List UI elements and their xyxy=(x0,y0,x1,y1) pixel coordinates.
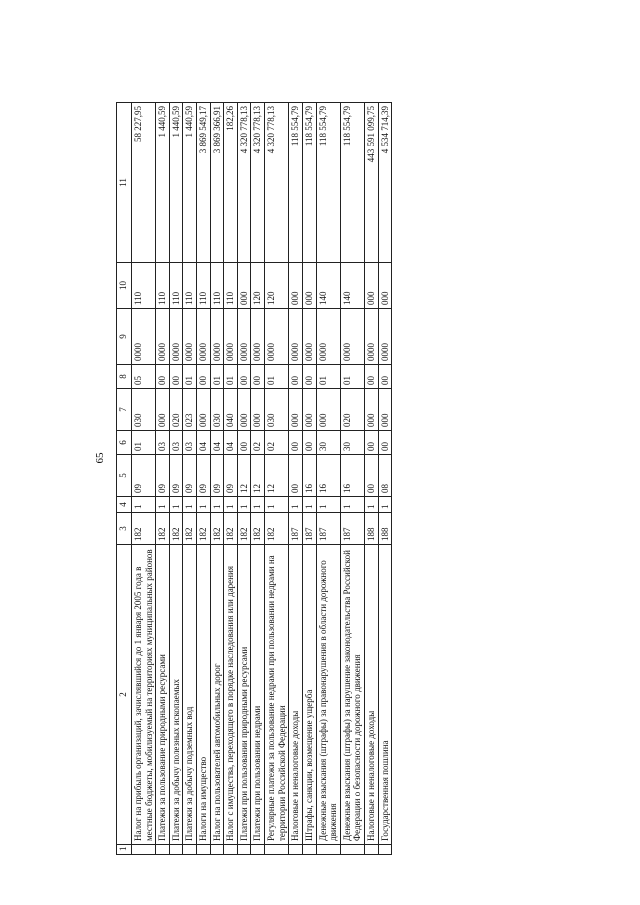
row-code-cell: 01 xyxy=(183,365,197,389)
row-code-cell: 09 xyxy=(156,455,170,497)
row-code-cell: 00 xyxy=(378,431,392,455)
row-code-cell: 110 xyxy=(210,263,224,309)
row-amount: 4 534 714,39 xyxy=(378,103,392,263)
table-row xyxy=(364,103,378,855)
row-amount: 4 320 778,13 xyxy=(237,103,251,263)
rotated-table-container xyxy=(116,103,392,855)
row-code-cell: 000 xyxy=(237,389,251,431)
row-label: Денежные взыскания (штрафы) за правонарушения в области дорожного движения xyxy=(316,545,340,845)
row-code-cell: 04 xyxy=(197,431,211,455)
row-code-cell: 09 xyxy=(224,455,238,497)
row-code-cell: 1 xyxy=(169,497,183,513)
row-code-cell: 0000 xyxy=(340,309,364,365)
table-header-row xyxy=(117,103,132,855)
row-code-cell: 0000 xyxy=(237,309,251,365)
row-code-cell: 0000 xyxy=(169,309,183,365)
row-code-cell: 02 xyxy=(251,431,265,455)
row-code-cell: 182 xyxy=(251,513,265,545)
row-code-cell: 0000 xyxy=(224,309,238,365)
row-code-cell: 182 xyxy=(197,513,211,545)
row-code-cell: 000 xyxy=(378,389,392,431)
row-code-cell xyxy=(364,845,378,855)
table-row xyxy=(265,103,289,855)
row-code-cell: 000 xyxy=(302,389,316,431)
row-code-cell: 1 xyxy=(156,497,170,513)
row-code-cell: 1 xyxy=(132,497,156,513)
row-label: Налоги на имущество xyxy=(197,545,211,845)
row-code-cell: 000 xyxy=(316,389,340,431)
row-code-cell: 03 xyxy=(169,431,183,455)
column-header: 1 xyxy=(117,845,132,855)
row-code-cell: 030 xyxy=(265,389,289,431)
row-code-cell: 182 xyxy=(237,513,251,545)
row-code-cell: 00 xyxy=(364,455,378,497)
row-code-cell: 110 xyxy=(169,263,183,309)
row-code-cell: 0000 xyxy=(251,309,265,365)
row-code-cell: 182 xyxy=(210,513,224,545)
table-row xyxy=(183,103,197,855)
row-amount: 118 554,79 xyxy=(340,103,364,263)
row-code-cell: 1 xyxy=(364,497,378,513)
row-code-cell xyxy=(156,845,170,855)
row-amount: 4 320 778,13 xyxy=(265,103,289,263)
row-label: Налоговые и неналоговые доходы xyxy=(289,545,303,845)
row-amount: 58 227,95 xyxy=(132,103,156,263)
row-code-cell xyxy=(265,845,289,855)
row-code-cell: 187 xyxy=(289,513,303,545)
row-code-cell: 08 xyxy=(378,455,392,497)
row-label: Налог с имущества, переходящего в порядке наследования или дарения xyxy=(224,545,238,845)
row-code-cell xyxy=(210,845,224,855)
row-code-cell: 182 xyxy=(224,513,238,545)
table-row xyxy=(132,103,156,855)
row-code-cell: 16 xyxy=(302,455,316,497)
row-code-cell: 05 xyxy=(132,365,156,389)
column-header: 6 xyxy=(117,431,132,455)
row-code-cell: 0000 xyxy=(364,309,378,365)
row-code-cell: 30 xyxy=(316,431,340,455)
row-code-cell: 09 xyxy=(210,455,224,497)
row-code-cell: 16 xyxy=(316,455,340,497)
row-code-cell: 01 xyxy=(224,365,238,389)
row-code-cell: 03 xyxy=(183,431,197,455)
table-row xyxy=(237,103,251,855)
row-code-cell: 00 xyxy=(251,365,265,389)
row-code-cell: 000 xyxy=(251,389,265,431)
row-code-cell: 1 xyxy=(210,497,224,513)
row-code-cell: 04 xyxy=(210,431,224,455)
column-header: 9 xyxy=(117,309,132,365)
row-code-cell: 110 xyxy=(183,263,197,309)
column-header: 11 xyxy=(117,103,132,263)
table-row xyxy=(302,103,316,855)
row-code-cell: 00 xyxy=(302,431,316,455)
row-code-cell: 110 xyxy=(132,263,156,309)
row-code-cell: 00 xyxy=(364,431,378,455)
row-code-cell: 00 xyxy=(156,365,170,389)
page-number: 65 xyxy=(94,452,106,464)
row-code-cell xyxy=(378,845,392,855)
row-amount: 118 554,79 xyxy=(316,103,340,263)
row-code-cell: 000 xyxy=(289,389,303,431)
row-code-cell: 040 xyxy=(224,389,238,431)
row-code-cell: 000 xyxy=(364,263,378,309)
row-code-cell xyxy=(237,845,251,855)
row-code-cell: 120 xyxy=(251,263,265,309)
row-label: Платежи при пользовании природными ресурсами xyxy=(237,545,251,845)
table-row xyxy=(156,103,170,855)
row-code-cell: 1 xyxy=(237,497,251,513)
row-label: Штрафы, санкции, возмещение ущерба xyxy=(302,545,316,845)
row-code-cell: 00 xyxy=(302,365,316,389)
row-code-cell: 00 xyxy=(289,431,303,455)
table-row xyxy=(210,103,224,855)
row-code-cell: 0000 xyxy=(316,309,340,365)
row-code-cell: 030 xyxy=(210,389,224,431)
row-amount: 1 440,59 xyxy=(183,103,197,263)
row-code-cell: 000 xyxy=(378,263,392,309)
row-code-cell: 182 xyxy=(265,513,289,545)
table-row xyxy=(340,103,364,855)
row-code-cell xyxy=(183,845,197,855)
row-code-cell: 000 xyxy=(364,389,378,431)
row-label: Налог на пользователей автомобильных дорог xyxy=(210,545,224,845)
table-row xyxy=(378,103,392,855)
row-code-cell: 110 xyxy=(224,263,238,309)
row-amount: 1 440,59 xyxy=(169,103,183,263)
row-code-cell: 02 xyxy=(265,431,289,455)
row-code-cell: 0000 xyxy=(265,309,289,365)
table-row xyxy=(169,103,183,855)
row-code-cell: 0000 xyxy=(132,309,156,365)
row-code-cell: 187 xyxy=(340,513,364,545)
row-code-cell: 1 xyxy=(289,497,303,513)
row-code-cell: 0000 xyxy=(183,309,197,365)
row-code-cell xyxy=(289,845,303,855)
row-code-cell xyxy=(224,845,238,855)
row-code-cell: 1 xyxy=(183,497,197,513)
row-code-cell: 1 xyxy=(197,497,211,513)
row-code-cell: 1 xyxy=(316,497,340,513)
row-code-cell: 00 xyxy=(289,455,303,497)
row-code-cell xyxy=(251,845,265,855)
row-code-cell: 0000 xyxy=(289,309,303,365)
row-label: Налог на прибыль организаций, зачислявшийся до 1 января 2005 года в местные бюджеты, мобилизуемый на территориях муниципальных районов xyxy=(132,545,156,845)
row-label: Платежи за добычу подземных вод xyxy=(183,545,197,845)
row-code-cell xyxy=(316,845,340,855)
row-code-cell: 182 xyxy=(183,513,197,545)
row-code-cell xyxy=(132,845,156,855)
row-code-cell xyxy=(169,845,183,855)
row-code-cell: 01 xyxy=(265,365,289,389)
row-code-cell: 020 xyxy=(169,389,183,431)
row-label: Регулярные платежи за пользование недрами при пользовании недрами на территории Российской Федерации xyxy=(265,545,289,845)
row-code-cell: 00 xyxy=(378,365,392,389)
row-code-cell: 12 xyxy=(251,455,265,497)
table-row xyxy=(224,103,238,855)
row-amount: 182,26 xyxy=(224,103,238,263)
table-body xyxy=(132,103,392,855)
row-label: Денежные взыскания (штрафы) за нарушение законодательства Российской Федерации о безопасности дорожного движения xyxy=(340,545,364,845)
column-header: 3 xyxy=(117,513,132,545)
row-code-cell: 140 xyxy=(340,263,364,309)
row-amount: 1 440,59 xyxy=(156,103,170,263)
row-amount: 118 554,79 xyxy=(289,103,303,263)
row-code-cell: 00 xyxy=(364,365,378,389)
row-code-cell: 000 xyxy=(237,263,251,309)
row-code-cell: 000 xyxy=(289,263,303,309)
row-code-cell: 04 xyxy=(224,431,238,455)
row-label: Платежи за пользование природными ресурсами xyxy=(156,545,170,845)
row-code-cell: 187 xyxy=(302,513,316,545)
row-code-cell: 188 xyxy=(378,513,392,545)
row-code-cell: 1 xyxy=(224,497,238,513)
column-header: 10 xyxy=(117,263,132,309)
row-code-cell: 09 xyxy=(132,455,156,497)
row-code-cell: 1 xyxy=(251,497,265,513)
row-code-cell: 110 xyxy=(156,263,170,309)
row-code-cell: 120 xyxy=(265,263,289,309)
row-code-cell: 182 xyxy=(169,513,183,545)
row-label: Налоговые и неналоговые доходы xyxy=(364,545,378,845)
row-code-cell: 0000 xyxy=(197,309,211,365)
table-row xyxy=(197,103,211,855)
row-code-cell: 000 xyxy=(156,389,170,431)
row-amount: 4 320 778,13 xyxy=(251,103,265,263)
row-code-cell: 0000 xyxy=(210,309,224,365)
column-header: 4 xyxy=(117,497,132,513)
row-code-cell: 1 xyxy=(265,497,289,513)
table-row xyxy=(316,103,340,855)
row-amount: 3 869 549,17 xyxy=(197,103,211,263)
row-code-cell: 03 xyxy=(156,431,170,455)
row-code-cell: 188 xyxy=(364,513,378,545)
row-code-cell: 12 xyxy=(265,455,289,497)
column-header: 8 xyxy=(117,365,132,389)
row-code-cell: 00 xyxy=(197,365,211,389)
column-header: 2 xyxy=(117,545,132,845)
row-code-cell: 182 xyxy=(156,513,170,545)
row-label: Платежи за добычу полезных ископаемых xyxy=(169,545,183,845)
column-header: 7 xyxy=(117,389,132,431)
row-amount: 3 869 366,91 xyxy=(210,103,224,263)
row-code-cell: 09 xyxy=(197,455,211,497)
row-code-cell: 01 xyxy=(132,431,156,455)
row-code-cell: 000 xyxy=(302,263,316,309)
row-code-cell: 1 xyxy=(340,497,364,513)
revenue-table xyxy=(116,102,392,855)
row-code-cell xyxy=(340,845,364,855)
row-code-cell: 187 xyxy=(316,513,340,545)
row-code-cell: 16 xyxy=(340,455,364,497)
row-code-cell: 30 xyxy=(340,431,364,455)
row-label: Платежи при пользовании недрами xyxy=(251,545,265,845)
row-amount: 443 591 099,75 xyxy=(364,103,378,263)
row-code-cell: 09 xyxy=(183,455,197,497)
row-code-cell: 09 xyxy=(169,455,183,497)
row-code-cell: 0000 xyxy=(378,309,392,365)
table-row xyxy=(251,103,265,855)
row-code-cell: 182 xyxy=(132,513,156,545)
row-code-cell xyxy=(302,845,316,855)
row-code-cell: 0000 xyxy=(302,309,316,365)
row-code-cell: 00 xyxy=(237,431,251,455)
row-label: Государственная пошлина xyxy=(378,545,392,845)
row-code-cell xyxy=(197,845,211,855)
row-code-cell: 030 xyxy=(132,389,156,431)
table-row xyxy=(289,103,303,855)
row-code-cell: 1 xyxy=(302,497,316,513)
row-code-cell: 023 xyxy=(183,389,197,431)
row-code-cell: 01 xyxy=(316,365,340,389)
row-code-cell: 00 xyxy=(169,365,183,389)
row-code-cell: 01 xyxy=(210,365,224,389)
row-code-cell: 000 xyxy=(197,389,211,431)
row-code-cell: 0000 xyxy=(156,309,170,365)
row-code-cell: 140 xyxy=(316,263,340,309)
column-header: 5 xyxy=(117,455,132,497)
row-code-cell: 01 xyxy=(340,365,364,389)
row-code-cell: 110 xyxy=(197,263,211,309)
row-amount: 118 554,79 xyxy=(302,103,316,263)
row-code-cell: 00 xyxy=(289,365,303,389)
row-code-cell: 020 xyxy=(340,389,364,431)
row-code-cell: 1 xyxy=(378,497,392,513)
row-code-cell: 12 xyxy=(237,455,251,497)
row-code-cell: 00 xyxy=(237,365,251,389)
